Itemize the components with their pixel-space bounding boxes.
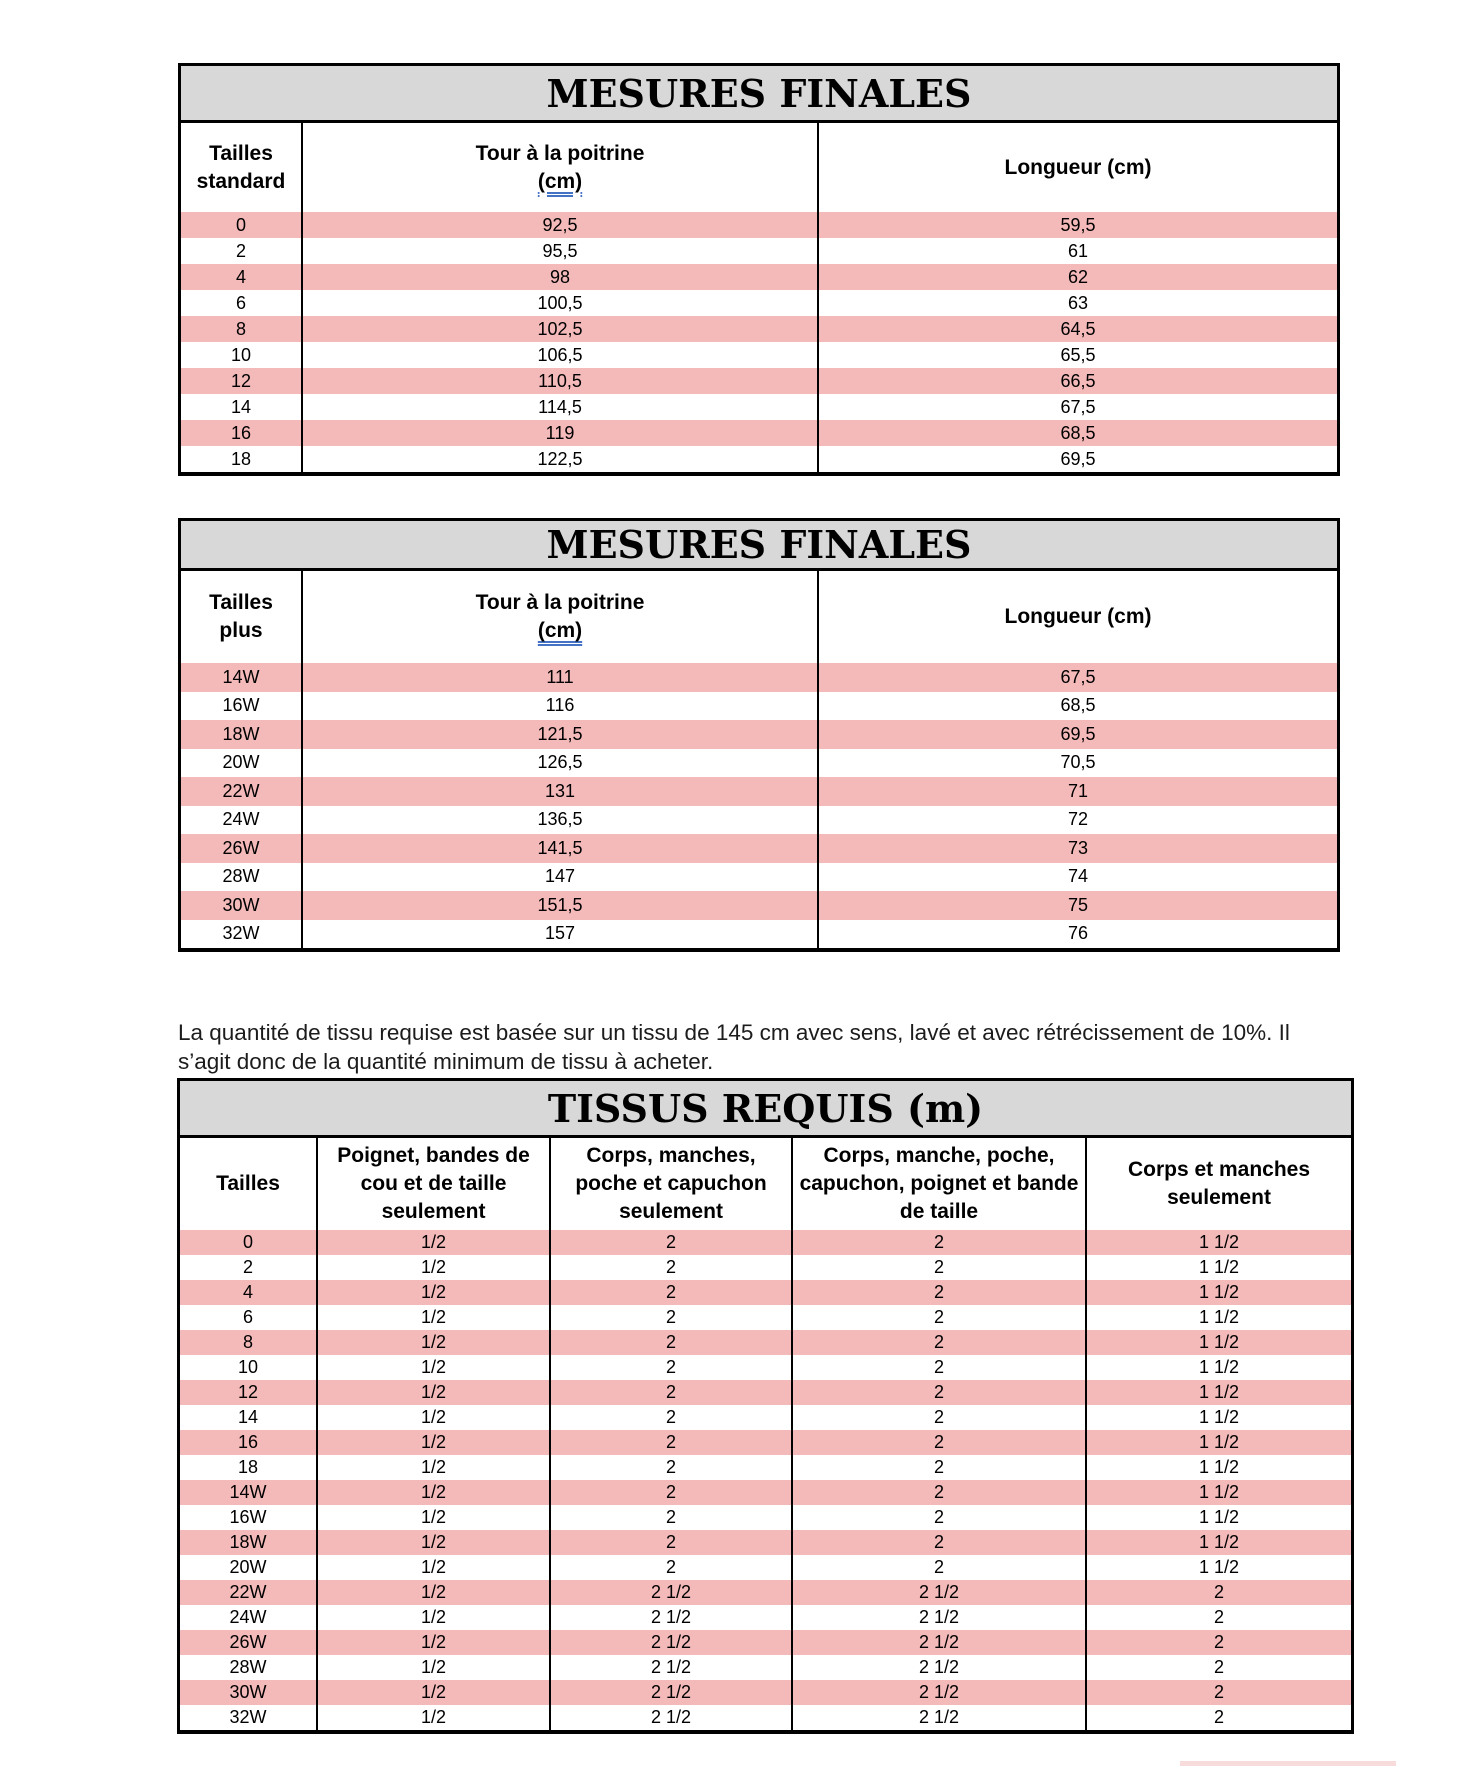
table-cell: 102,5 — [302, 316, 818, 342]
table-cell: 110,5 — [302, 368, 818, 394]
table-cell: 2 1/2 — [792, 1580, 1086, 1605]
table-cell: 6 — [242, 1307, 253, 1327]
table-cell: 76 — [818, 920, 1337, 949]
column-header-corps-manche-poche-capuchon: Corps, manche, poche, capuchon, poignet et bande de taille — [792, 1138, 1086, 1230]
column-header-corps-et-manches: Corps et manches seulement — [1086, 1138, 1351, 1230]
table-cell: 2 — [792, 1455, 1086, 1480]
table-cell: 24W — [229, 1607, 267, 1627]
table-cell: 32W — [222, 923, 260, 944]
table-cell: 141,5 — [302, 834, 818, 863]
tissus-requis-table — [180, 1138, 1351, 1730]
table-row — [181, 264, 1337, 290]
table-cell: 1/2 — [317, 1455, 550, 1480]
table-cell: 1 1/2 — [1086, 1355, 1351, 1380]
table-cell: 2 — [550, 1280, 792, 1305]
table-cell: 1/2 — [317, 1380, 550, 1405]
table-cell: 64,5 — [818, 316, 1337, 342]
table-cell: 26W — [181, 834, 302, 863]
table-row — [180, 1630, 1351, 1655]
table-cell: 1 1/2 — [1086, 1505, 1351, 1530]
table-cell: 2 — [792, 1530, 1086, 1555]
table-cell: 1/2 — [317, 1305, 550, 1330]
table-cell: 2 1/2 — [792, 1630, 1086, 1655]
header-line: standard — [196, 169, 286, 193]
column-header-longueur: Longueur (cm) — [818, 123, 1337, 212]
table-cell: 65,5 — [818, 342, 1337, 368]
table-cell: 1 1/2 — [1086, 1230, 1351, 1255]
table-cell: 67,5 — [818, 663, 1337, 692]
table-row — [180, 1705, 1351, 1730]
table-cell: 2 — [792, 1405, 1086, 1430]
table-cell: 2 1/2 — [792, 1605, 1086, 1630]
table-cell: 18 — [230, 448, 252, 469]
table-title: MESURES FINALES — [181, 66, 1337, 123]
header-line — [309, 168, 811, 196]
table-cell: 1/2 — [317, 1430, 550, 1455]
table-cell: 106,5 — [302, 342, 818, 368]
table-cell: 18W — [180, 1530, 317, 1555]
table-cell: 2 — [792, 1480, 1086, 1505]
table-cell: 1/2 — [317, 1705, 550, 1730]
table-cell: 69,5 — [818, 446, 1337, 472]
table-cell: 32W — [229, 1707, 267, 1727]
table-cell: 2 1/2 — [792, 1680, 1086, 1705]
table-row — [181, 663, 1337, 692]
table-row — [181, 342, 1337, 368]
table-cell: 2 — [550, 1480, 792, 1505]
table-row — [180, 1580, 1351, 1605]
header-line — [309, 617, 811, 645]
table-cell: 92,5 — [302, 212, 818, 238]
table-cell: 14W — [181, 663, 302, 692]
table-cell: 75 — [818, 891, 1337, 920]
table-cell: 24W — [222, 809, 260, 830]
table-cell: 2 — [550, 1330, 792, 1355]
header-line: Tailles — [209, 141, 273, 165]
table-cell: 28W — [229, 1657, 267, 1677]
table-cell: 2 — [1086, 1630, 1351, 1655]
table-cell: 1/2 — [317, 1280, 550, 1305]
cm-link[interactable]: (cm) — [537, 169, 583, 193]
mesures-plus-table — [181, 571, 1337, 948]
table-cell: 16W — [222, 695, 260, 716]
table-row — [181, 394, 1337, 420]
table-cell: 2 1/2 — [550, 1680, 792, 1705]
table-cell: 14 — [230, 396, 252, 417]
paragraph-line: La quantité de tissu requise est basée sur un tissu de 145 cm avec sens, lavé et avec rétrécissement de 10%. Il — [178, 1020, 1290, 1045]
table-cell: 1 1/2 — [1086, 1405, 1351, 1430]
table-cell: 2 — [550, 1555, 792, 1580]
table-row — [181, 212, 1337, 238]
table-cell: 1/2 — [317, 1530, 550, 1555]
table-cell: 136,5 — [302, 806, 818, 835]
table-cell: 1 1/2 — [1086, 1380, 1351, 1405]
table-cell: 1/2 — [317, 1355, 550, 1380]
table-cell: 22W — [181, 777, 302, 806]
table-cell: 72 — [818, 806, 1337, 835]
table-row — [181, 777, 1337, 806]
table-cell: 157 — [302, 920, 818, 949]
header-line: Tailles — [209, 591, 273, 615]
table-cell: 2 — [550, 1305, 792, 1330]
table-cell: 2 1/2 — [550, 1605, 792, 1630]
table-cell: 67,5 — [818, 394, 1337, 420]
table-row — [180, 1605, 1351, 1630]
table-cell: 59,5 — [818, 212, 1337, 238]
table-cell: 69,5 — [818, 720, 1337, 749]
table-cell: 2 — [550, 1255, 792, 1280]
header-line: plus — [219, 619, 263, 642]
table-row — [181, 692, 1337, 721]
table-cell: 2 1/2 — [550, 1655, 792, 1680]
table-cell: 1 1/2 — [1086, 1430, 1351, 1455]
table-row — [181, 316, 1337, 342]
table-row — [180, 1355, 1351, 1380]
column-header-tour-poitrine — [302, 123, 818, 212]
table-row — [181, 834, 1337, 863]
table-cell: 2 — [792, 1305, 1086, 1330]
fabric-note-paragraph — [178, 1018, 1346, 1076]
table-row — [180, 1305, 1351, 1330]
table-cell: 2 — [1086, 1680, 1351, 1705]
table-cell: 2 — [792, 1330, 1086, 1355]
mesures-standard-table — [181, 123, 1337, 472]
table-cell: 30W — [180, 1680, 317, 1705]
cutoff-row-fragment — [1180, 1761, 1396, 1766]
table-cell: 1 1/2 — [1086, 1330, 1351, 1355]
table-cell: 68,5 — [818, 692, 1337, 721]
table-cell: 10 — [230, 344, 252, 365]
table-cell: 20W — [222, 752, 260, 773]
table-cell: 1/2 — [317, 1255, 550, 1280]
table-row — [181, 891, 1337, 920]
table-cell: 1/2 — [317, 1630, 550, 1655]
table-cell: 1/2 — [317, 1580, 550, 1605]
table-row — [181, 238, 1337, 264]
table-cell: 2 — [1086, 1580, 1351, 1605]
header-line: Tour à la poitrine — [475, 141, 645, 165]
table-row — [181, 806, 1337, 835]
table-cell: 16 — [181, 420, 302, 446]
table-cell: 119 — [302, 420, 818, 446]
table-cell: 1/2 — [317, 1555, 550, 1580]
table-cell: 100,5 — [302, 290, 818, 316]
table-cell: 2 — [550, 1405, 792, 1430]
table-cell: 14W — [180, 1480, 317, 1505]
table-cell: 71 — [818, 777, 1337, 806]
table-cell: 2 1/2 — [792, 1655, 1086, 1680]
table-cell: 1 1/2 — [1086, 1255, 1351, 1280]
table-row — [181, 720, 1337, 749]
table-cell: 63 — [818, 290, 1337, 316]
table-cell: 2 — [792, 1555, 1086, 1580]
table-row — [180, 1680, 1351, 1705]
table-row — [180, 1330, 1351, 1355]
table-cell: 1/2 — [317, 1605, 550, 1630]
table-cell: 62 — [818, 264, 1337, 290]
table-cell: 8 — [181, 316, 302, 342]
table-cell: 122,5 — [302, 446, 818, 472]
column-header-tour-poitrine — [302, 571, 818, 663]
table-cell: 10 — [237, 1357, 259, 1377]
table-cell: 74 — [818, 863, 1337, 892]
paragraph-line: s’agit donc de la quantité minimum de tissu à acheter. — [178, 1049, 714, 1074]
table-cell: 2 1/2 — [550, 1705, 792, 1730]
table-cell: 2 — [235, 240, 246, 261]
table-cell: 1/2 — [317, 1480, 550, 1505]
table-cell: 4 — [180, 1280, 317, 1305]
table-cell: 2 — [792, 1505, 1086, 1530]
table-cell: 2 — [1086, 1605, 1351, 1630]
table-cell: 2 — [792, 1355, 1086, 1380]
table-row — [180, 1280, 1351, 1305]
table-row — [180, 1505, 1351, 1530]
table-cell: 26W — [180, 1630, 317, 1655]
table-cell: 22W — [180, 1580, 317, 1605]
column-header-longueur: Longueur (cm) — [818, 571, 1337, 663]
table-cell: 28W — [222, 866, 260, 887]
table-cell: 1/2 — [317, 1330, 550, 1355]
table-cell: 2 — [550, 1430, 792, 1455]
table-cell: 2 — [550, 1530, 792, 1555]
table-cell: 73 — [818, 834, 1337, 863]
table-row — [180, 1405, 1351, 1430]
table-cell: 1 1/2 — [1086, 1530, 1351, 1555]
table-cell: 8 — [180, 1330, 317, 1355]
table-cell: 98 — [302, 264, 818, 290]
table-cell: 2 — [792, 1280, 1086, 1305]
table-cell: 20W — [229, 1557, 267, 1577]
table-cell: 1/2 — [317, 1230, 550, 1255]
table-cell: 61 — [818, 238, 1337, 264]
table-cell: 114,5 — [302, 394, 818, 420]
table-cell: 16 — [180, 1430, 317, 1455]
table-cell: 111 — [302, 663, 818, 692]
table-cell: 70,5 — [818, 749, 1337, 778]
table-cell: 18 — [237, 1457, 259, 1477]
table-row — [180, 1555, 1351, 1580]
table-cell: 2 1/2 — [550, 1630, 792, 1655]
table-cell: 12 — [180, 1380, 317, 1405]
table-row — [181, 749, 1337, 778]
table-cell: 2 — [550, 1455, 792, 1480]
table-row — [180, 1455, 1351, 1480]
table-cell: 0 — [181, 212, 302, 238]
table-cell: 126,5 — [302, 749, 818, 778]
column-header-corps-manches-poche: Corps, manches, poche et capuchon seulement — [550, 1138, 792, 1230]
table-row — [180, 1255, 1351, 1280]
table-row — [181, 420, 1337, 446]
table-cell: 1 1/2 — [1086, 1455, 1351, 1480]
table-cell: 1 1/2 — [1086, 1480, 1351, 1505]
table-cell: 30W — [181, 891, 302, 920]
table-cell: 2 — [550, 1380, 792, 1405]
table-row — [180, 1480, 1351, 1505]
table-title: MESURES FINALES — [181, 521, 1337, 571]
table-row — [181, 446, 1337, 472]
table-mesures-finales-standard — [178, 63, 1340, 476]
table-row — [181, 290, 1337, 316]
table-row — [181, 920, 1337, 949]
table-cell: 2 — [792, 1380, 1086, 1405]
table-cell: 6 — [235, 292, 246, 313]
table-cell: 2 1/2 — [550, 1580, 792, 1605]
table-mesures-finales-plus — [178, 518, 1340, 952]
column-header-tailles-standard — [181, 123, 302, 212]
table-cell: 2 1/2 — [792, 1705, 1086, 1730]
table-cell: 14 — [237, 1407, 259, 1427]
table-row — [180, 1230, 1351, 1255]
table-cell: 131 — [302, 777, 818, 806]
table-cell: 68,5 — [818, 420, 1337, 446]
table-cell: 2 — [792, 1255, 1086, 1280]
table-row — [180, 1430, 1351, 1455]
table-cell: 66,5 — [818, 368, 1337, 394]
table-row — [181, 368, 1337, 394]
table-cell: 2 — [1086, 1705, 1351, 1730]
table-row — [180, 1380, 1351, 1405]
column-header-tailles-plus — [181, 571, 302, 663]
table-cell: 18W — [181, 720, 302, 749]
table-cell: 1/2 — [317, 1655, 550, 1680]
table-cell: 2 — [242, 1257, 253, 1277]
table-cell: 147 — [302, 863, 818, 892]
header-line: Tour à la poitrine — [475, 591, 645, 615]
table-cell: 12 — [181, 368, 302, 394]
table-row — [181, 863, 1337, 892]
table-cell: 2 — [792, 1430, 1086, 1455]
table-cell: 151,5 — [302, 891, 818, 920]
column-header-tailles: Tailles — [216, 1172, 280, 1196]
table-cell: 1 1/2 — [1086, 1555, 1351, 1580]
table-tissus-requis — [177, 1078, 1354, 1734]
table-cell: 0 — [180, 1230, 317, 1255]
table-cell: 1/2 — [317, 1405, 550, 1430]
table-cell: 116 — [302, 692, 818, 721]
table-cell: 2 — [550, 1355, 792, 1380]
table-cell: 121,5 — [302, 720, 818, 749]
column-header-poignet-bandes: Poignet, bandes de cou et de taille seulement — [317, 1138, 550, 1230]
table-cell: 1 1/2 — [1086, 1305, 1351, 1330]
table-cell: 95,5 — [302, 238, 818, 264]
table-row — [180, 1530, 1351, 1555]
table-cell: 1/2 — [317, 1680, 550, 1705]
table-cell: 1/2 — [317, 1505, 550, 1530]
table-row — [180, 1655, 1351, 1680]
table-cell: 1 1/2 — [1086, 1280, 1351, 1305]
cm-link[interactable]: (cm) — [537, 619, 583, 642]
table-title: TISSUS REQUIS (m) — [180, 1081, 1351, 1138]
table-cell: 2 — [1086, 1655, 1351, 1680]
table-cell: 2 — [550, 1505, 792, 1530]
table-cell: 16W — [229, 1507, 267, 1527]
table-cell: 2 — [550, 1230, 792, 1255]
table-cell: 4 — [181, 264, 302, 290]
table-cell: 2 — [792, 1230, 1086, 1255]
